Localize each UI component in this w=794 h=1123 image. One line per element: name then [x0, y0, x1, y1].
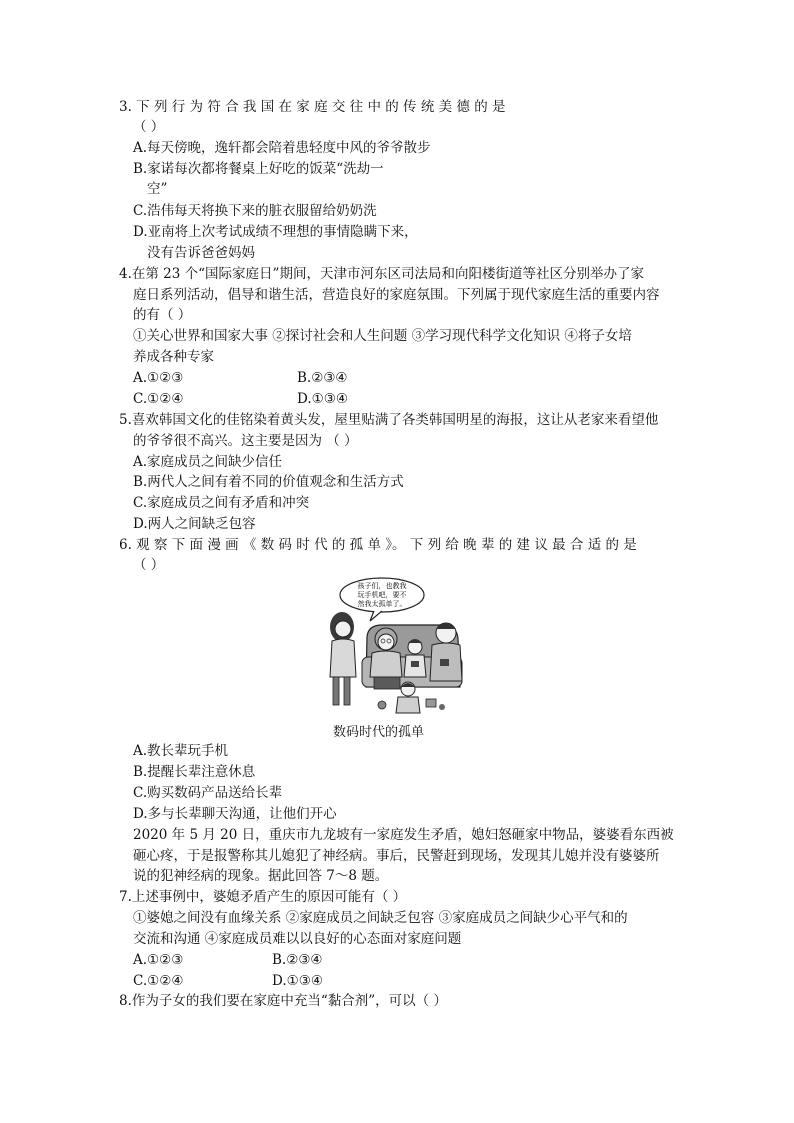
q3-stem: 3. 下 列 行 为 符 合 我 国 在 家 庭 交 往 中 的 传 统 美 德 的 是 — [119, 99, 506, 115]
q4-statements-line2: 养成各种专家 — [133, 349, 214, 365]
q5-option-d: D.两人之间缺乏包容 — [133, 516, 256, 532]
bubble-line1: 孩子们，也教我 — [357, 582, 407, 590]
q5-stem-line1: 5.喜欢韩国文化的佳铭染着黄头发，屋里贴满了各类韩国明星的海报，这让从老家来看望他 — [119, 412, 659, 428]
q7-option-b: B.②③④ — [272, 952, 323, 968]
q5-option-b: B.两代人之间有着不同的价值观念和生活方式 — [133, 474, 404, 490]
q7-option-d: D.①③④ — [272, 973, 323, 989]
q3-option-c: C.浩伟每天将换下来的脏衣服留给奶奶洗 — [133, 203, 377, 219]
q5-option-a: A.家庭成员之间缺少信任 — [133, 454, 283, 470]
q4-stem-line2: 庭日系列活动，倡导和谐生活，营造良好的家庭氛围。下列属于现代家庭生活的重要内容 — [133, 287, 660, 303]
q6-option-d: D.多与长辈聊天沟通，让他们开心 — [133, 806, 337, 822]
cartoon-caption: 数码时代的孤单 — [333, 725, 425, 740]
q4-option-c: C.①②④ — [133, 391, 184, 407]
q5-option-c: C.家庭成员之间有矛盾和冲突 — [133, 495, 310, 511]
q3-option-d-cont: 没有告诉爸爸妈妈 — [147, 245, 255, 261]
q7-stem: 7.上述事例中，婆媳矛盾产生的原因可能有（ ） — [119, 889, 407, 905]
bubble-line2: 玩手机吧，要不 — [357, 591, 407, 599]
q3-option-b: B.家诺每次都将餐桌上好吃的饭菜“洗劫一 — [133, 161, 384, 177]
bubble-line3: 然我太孤单了。 — [357, 600, 407, 608]
q3-option-b-cont: 空” — [147, 181, 168, 197]
q3-option-d: D.亚南将上次考试成绩不理想的事情隐瞒下来， — [133, 224, 418, 240]
cartoon-image — [322, 577, 469, 716]
q6-paren: （ ） — [133, 557, 165, 573]
q8-stem: 8.作为子女的我们要在家庭中充当“黏合剂”，可以（ ） — [119, 993, 447, 1009]
q7-option-c: C.①②④ — [133, 973, 184, 989]
q4-option-a: A.①②③ — [133, 370, 184, 386]
q4-option-b: B.②③④ — [297, 370, 348, 386]
material-line3: 说的犯神经病的现象。据此回答 7～8 题。 — [133, 868, 389, 884]
q3-paren: （ ） — [133, 119, 165, 135]
material-line1: 2020 年 5 月 20 日，重庆市九龙坡有一家庭发生矛盾，媳妇怒砸家中物品，婆婆看东西被 — [133, 827, 674, 843]
q7-statements-line1: ①婆媳之间没有血缘关系 ②家庭成员之间缺乏包容 ③家庭成员之间缺少心平气和的 — [133, 910, 628, 926]
q3-option-a: A.每天傍晚，逸轩都会陪着患轻度中风的爷爷散步 — [133, 140, 431, 156]
q7-option-a: A.①②③ — [133, 952, 184, 968]
q4-option-d: D.①③④ — [297, 391, 348, 407]
q5-stem-line2: 的爷爷很不高兴。这主要是因为 （ ） — [133, 433, 358, 449]
q6-option-a: A.教长辈玩手机 — [133, 743, 229, 759]
q4-stem-line3: 的有（ ） — [133, 307, 192, 323]
q6-stem: 6. 观 察 下 面 漫 画 《 数 码 时 代 的 孤 单 》。 下 列 给 晚 辈 的 建 议 最 合 适 的 是 — [119, 537, 637, 553]
q4-stem-line1: 4.在第 23 个“国际家庭日”期间，天津市河东区司法局和向阳楼街道等社区分别举办了家 — [119, 266, 644, 282]
q6-option-b: B.提醒长辈注意休息 — [133, 764, 256, 780]
q6-option-c: C.购买数码产品送给长辈 — [133, 785, 283, 801]
q4-statements-line1: ①关心世界和国家大事 ②探讨社会和人生问题 ③学习现代科学文化知识 ④将子女培 — [133, 328, 632, 344]
material-line2: 砸心疼，于是报警称其儿媳犯了神经病。事后，民警赶到现场，发现其儿媳并没有婆婆所 — [133, 848, 660, 864]
q7-statements-line2: 交流和沟通 ④家庭成员难以以良好的心态面对家庭问题 — [133, 931, 462, 947]
